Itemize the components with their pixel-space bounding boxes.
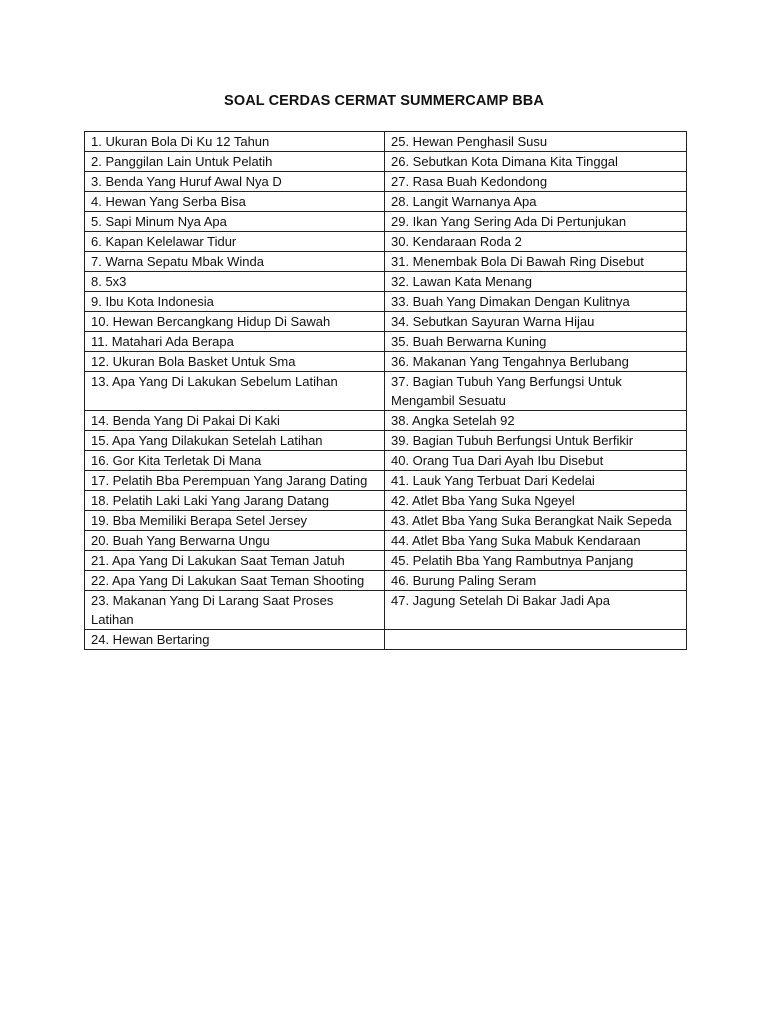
question-cell-right: 27. Rasa Buah Kedondong bbox=[385, 172, 687, 192]
table-row bbox=[85, 551, 687, 571]
question-cell-left: 6. Kapan Kelelawar Tidur bbox=[85, 232, 385, 252]
question-cell-right: 33. Buah Yang Dimakan Dengan Kulitnya bbox=[385, 292, 687, 312]
table-row bbox=[85, 232, 687, 252]
question-cell-right: 29. Ikan Yang Sering Ada Di Pertunjukan bbox=[385, 212, 687, 232]
question-cell-right: 28. Langit Warnanya Apa bbox=[385, 192, 687, 212]
question-cell-right: 30. Kendaraan Roda 2 bbox=[385, 232, 687, 252]
question-cell-left: 1. Ukuran Bola Di Ku 12 Tahun bbox=[85, 132, 385, 152]
table-row bbox=[85, 332, 687, 352]
questions-table-body bbox=[85, 132, 687, 650]
table-row bbox=[85, 431, 687, 451]
question-cell-left: 5. Sapi Minum Nya Apa bbox=[85, 212, 385, 232]
question-cell-right: 26. Sebutkan Kota Dimana Kita Tinggal bbox=[385, 152, 687, 172]
question-cell-right: 47. Jagung Setelah Di Bakar Jadi Apa bbox=[385, 591, 687, 630]
question-cell-right: 41. Lauk Yang Terbuat Dari Kedelai bbox=[385, 471, 687, 491]
question-cell-left: 15. Apa Yang Dilakukan Setelah Latihan bbox=[85, 431, 385, 451]
table-row bbox=[85, 172, 687, 192]
question-cell-right: 44. Atlet Bba Yang Suka Mabuk Kendaraan bbox=[385, 531, 687, 551]
question-cell-left: 2. Panggilan Lain Untuk Pelatih bbox=[85, 152, 385, 172]
table-row bbox=[85, 352, 687, 372]
question-cell-left: 13. Apa Yang Di Lakukan Sebelum Latihan bbox=[85, 372, 385, 411]
question-cell-right: 35. Buah Berwarna Kuning bbox=[385, 332, 687, 352]
table-row bbox=[85, 591, 687, 630]
question-cell-right: 37. Bagian Tubuh Yang Berfungsi Untuk Mengambil Sesuatu bbox=[385, 372, 687, 411]
question-cell-right: 45. Pelatih Bba Yang Rambutnya Panjang bbox=[385, 551, 687, 571]
table-row bbox=[85, 531, 687, 551]
question-cell-left: 17. Pelatih Bba Perempuan Yang Jarang Dating bbox=[85, 471, 385, 491]
table-row bbox=[85, 471, 687, 491]
question-cell-left: 19. Bba Memiliki Berapa Setel Jersey bbox=[85, 511, 385, 531]
question-cell-left: 14. Benda Yang Di Pakai Di Kaki bbox=[85, 411, 385, 431]
question-cell-left: 11. Matahari Ada Berapa bbox=[85, 332, 385, 352]
table-row bbox=[85, 571, 687, 591]
table-row bbox=[85, 451, 687, 471]
question-cell-right: 39. Bagian Tubuh Berfungsi Untuk Berfikir bbox=[385, 431, 687, 451]
question-cell-left: 3. Benda Yang Huruf Awal Nya D bbox=[85, 172, 385, 192]
question-cell-left: 12. Ukuran Bola Basket Untuk Sma bbox=[85, 352, 385, 372]
table-row bbox=[85, 292, 687, 312]
question-cell-right: 46. Burung Paling Seram bbox=[385, 571, 687, 591]
question-cell-left: 8. 5x3 bbox=[85, 272, 385, 292]
question-cell-left: 23. Makanan Yang Di Larang Saat Proses Latihan bbox=[85, 591, 385, 630]
table-row bbox=[85, 630, 687, 650]
question-cell-left: 24. Hewan Bertaring bbox=[85, 630, 385, 650]
question-cell-right: 43. Atlet Bba Yang Suka Berangkat Naik Sepeda bbox=[385, 511, 687, 531]
question-cell-left: 9. Ibu Kota Indonesia bbox=[85, 292, 385, 312]
document-title: SOAL CERDAS CERMAT SUMMERCAMP BBA bbox=[224, 93, 544, 109]
question-cell-left: 10. Hewan Bercangkang Hidup Di Sawah bbox=[85, 312, 385, 332]
question-cell-left: 21. Apa Yang Di Lakukan Saat Teman Jatuh bbox=[85, 551, 385, 571]
question-cell-right: 34. Sebutkan Sayuran Warna Hijau bbox=[385, 312, 687, 332]
question-cell-right: 32. Lawan Kata Menang bbox=[385, 272, 687, 292]
table-row bbox=[85, 411, 687, 431]
table-row bbox=[85, 212, 687, 232]
table-row bbox=[85, 192, 687, 212]
question-cell-right: 38. Angka Setelah 92 bbox=[385, 411, 687, 431]
question-cell-right: 40. Orang Tua Dari Ayah Ibu Disebut bbox=[385, 451, 687, 471]
question-cell-right: 36. Makanan Yang Tengahnya Berlubang bbox=[385, 352, 687, 372]
table-row bbox=[85, 491, 687, 511]
question-cell-left: 22. Apa Yang Di Lakukan Saat Teman Shooting bbox=[85, 571, 385, 591]
table-row bbox=[85, 511, 687, 531]
question-cell-left: 16. Gor Kita Terletak Di Mana bbox=[85, 451, 385, 471]
question-cell-right: 25. Hewan Penghasil Susu bbox=[385, 132, 687, 152]
question-cell-right bbox=[385, 630, 687, 650]
table-row bbox=[85, 372, 687, 411]
questions-table bbox=[84, 131, 687, 650]
question-cell-left: 4. Hewan Yang Serba Bisa bbox=[85, 192, 385, 212]
question-cell-right: 31. Menembak Bola Di Bawah Ring Disebut bbox=[385, 252, 687, 272]
table-row bbox=[85, 152, 687, 172]
table-row bbox=[85, 252, 687, 272]
table-row bbox=[85, 272, 687, 292]
table-row bbox=[85, 132, 687, 152]
question-cell-right: 42. Atlet Bba Yang Suka Ngeyel bbox=[385, 491, 687, 511]
question-cell-left: 7. Warna Sepatu Mbak Winda bbox=[85, 252, 385, 272]
table-row bbox=[85, 312, 687, 332]
question-cell-left: 18. Pelatih Laki Laki Yang Jarang Datang bbox=[85, 491, 385, 511]
question-cell-left: 20. Buah Yang Berwarna Ungu bbox=[85, 531, 385, 551]
